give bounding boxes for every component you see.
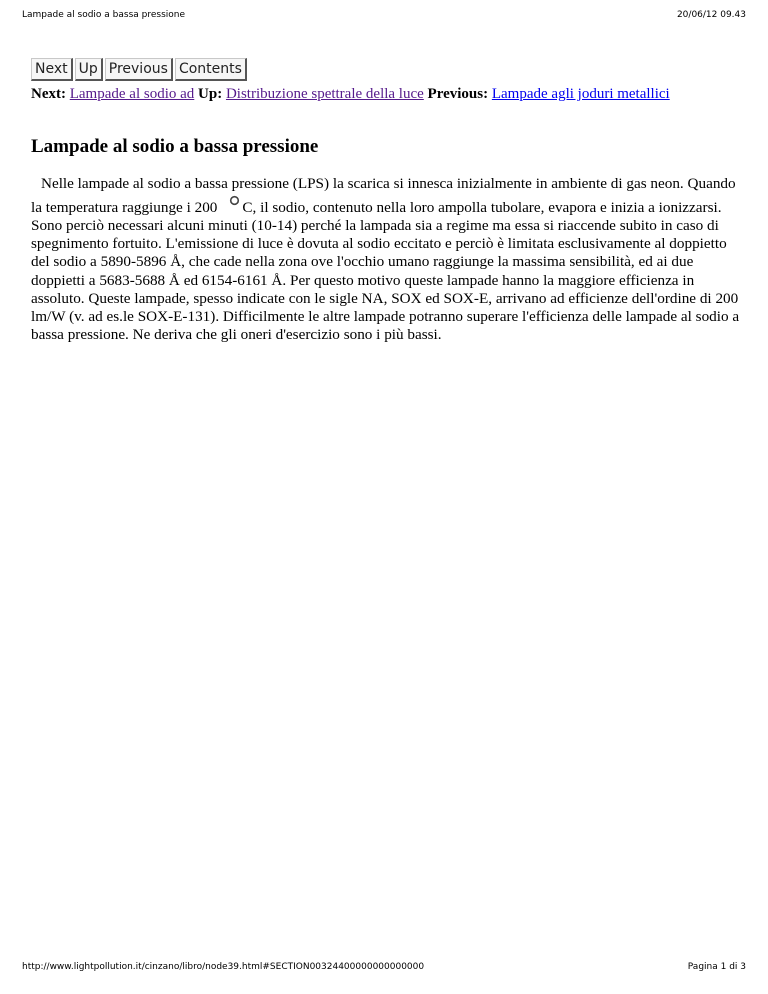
print-header-datetime: 20/06/12 09.43 bbox=[676, 10, 746, 20]
up-label: Up: bbox=[198, 86, 223, 102]
print-header bbox=[22, 10, 746, 24]
previous-button[interactable]: Previous bbox=[105, 58, 173, 81]
up-button[interactable]: Up bbox=[75, 58, 103, 81]
contents-button[interactable]: Contents bbox=[175, 58, 247, 81]
next-link[interactable]: Lampade al sodio ad bbox=[69, 86, 195, 102]
degree-symbol-icon bbox=[219, 193, 240, 211]
next-button[interactable]: Next bbox=[31, 58, 73, 81]
up-link[interactable]: Distribuzione spettrale della luce bbox=[225, 86, 424, 102]
paragraph-part-2: C, il sodio, contenuto nella loro ampolla tubolare, evapora e inizia a ionizzarsi. Sono perciò necessari alcuni minuti (10-14) perché la lampada sia a regime ma essa si riaccende subito in caso di spegnimento fortuito. L'emissione di luce è dovuta al sodio eccitato e perciò è limitata esclusivamente al doppietto del sodio a 5890-5896 Å, che cade nella zona ove l'occhio umano raggiunge la massima sensibilità, ed ai due doppietti a 5683-5688 Å ed 6154-6161 Å. Per questo motivo queste lampade hanno la maggiore efficienza in assoluto. Queste lampade, spesso indicate con le sigle NA, SOX ed SOX-E, arrivano ad efficienze dell'ordine di 200 lm/W (v. ad es.le SOX-E-131). Difficilmente le altre lampade potranno superare l'efficienza delle lampade al sodio a bassa pressione. Ne deriva che gli oneri d'esercizio sono i più bassi. bbox=[31, 199, 740, 343]
paragraph-part-1: Nelle lampade al sodio a bassa pressione (LPS) la scarica si innesca inizialmente in ambiente di gas neon. Quando la temperatura raggiunge i 200 bbox=[31, 175, 736, 217]
section-paragraph bbox=[31, 175, 741, 344]
navigation-buttons bbox=[31, 58, 247, 82]
navigation-links bbox=[31, 86, 670, 103]
page-title: Lampade al sodio a bassa pressione bbox=[31, 136, 319, 157]
previous-link[interactable]: Lampade agli joduri metallici bbox=[491, 86, 670, 102]
print-footer bbox=[22, 962, 746, 976]
next-label: Next: bbox=[31, 86, 66, 102]
source-url: http://www.lightpollution.it/cinzano/libro/node39.html#SECTION00324400000000000000 bbox=[22, 962, 425, 972]
page-number: Pagina 1 di 3 bbox=[687, 962, 746, 972]
previous-label: Previous: bbox=[427, 86, 489, 102]
print-header-title: Lampade al sodio a bassa pressione bbox=[22, 10, 186, 20]
